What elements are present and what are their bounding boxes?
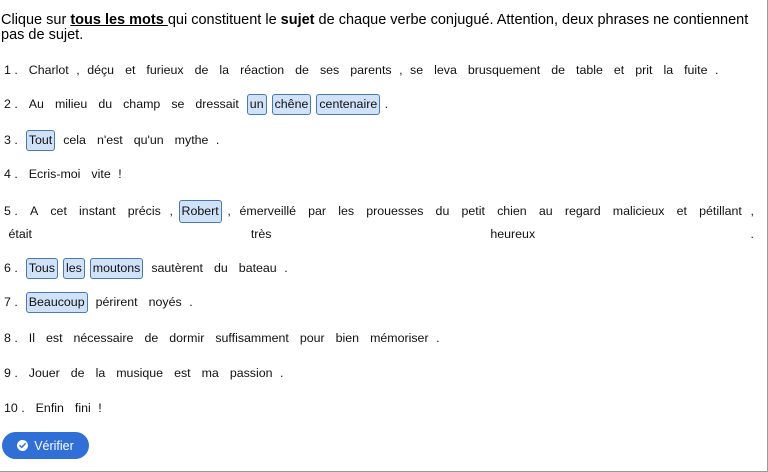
- word-token[interactable]: milieu: [54, 97, 88, 111]
- word-token[interactable]: se: [171, 97, 185, 111]
- word-token[interactable]: malicieux: [612, 204, 665, 218]
- punctuation: .: [715, 63, 719, 77]
- punctuation: !: [98, 401, 102, 415]
- sentence-9: [3, 363, 756, 384]
- word-token[interactable]: mythe: [174, 133, 209, 147]
- sentence-6: [3, 258, 756, 279]
- word-token[interactable]: table: [576, 63, 603, 77]
- punctuation: ,: [76, 63, 80, 77]
- word-token[interactable]: périrent: [95, 295, 138, 309]
- sentence-7: [3, 292, 756, 313]
- word-token[interactable]: très: [250, 227, 272, 241]
- instructions-suffix: de chaque verbe conjugué. Attention, deux phrases ne contiennent pas de sujet.: [1, 12, 749, 43]
- verify-button-label: Vérifier: [34, 438, 74, 453]
- word-token[interactable]: se: [410, 63, 424, 77]
- punctuation: .: [384, 97, 389, 111]
- sentence-10: [3, 398, 756, 419]
- word-token-selected[interactable]: les: [63, 258, 85, 279]
- word-token[interactable]: champ: [123, 97, 161, 111]
- sentence-4: [3, 164, 756, 185]
- word-token[interactable]: heureux: [490, 227, 536, 241]
- word-token[interactable]: de: [194, 63, 209, 77]
- punctuation: .: [284, 261, 288, 275]
- word-token-selected[interactable]: Beaucoup: [26, 292, 88, 313]
- sentence-number: 5 .: [4, 204, 18, 218]
- word-token[interactable]: brusquement: [467, 63, 541, 77]
- word-token[interactable]: A: [29, 204, 39, 218]
- word-token[interactable]: les: [338, 204, 355, 218]
- word-token[interactable]: au: [538, 204, 553, 218]
- word-token[interactable]: ses: [319, 63, 340, 77]
- instructions-emphasis-subject: sujet: [280, 12, 315, 28]
- word-token-selected[interactable]: un: [247, 94, 267, 115]
- word-token[interactable]: du: [214, 261, 228, 275]
- sentence-5: [3, 200, 756, 246]
- word-token[interactable]: et: [613, 63, 625, 77]
- word-token[interactable]: nécessaire: [73, 331, 134, 345]
- sentence-1: [3, 60, 756, 81]
- word-token[interactable]: par: [308, 204, 327, 218]
- sentence-number: 9 .: [4, 366, 18, 380]
- sentence-number: 10 .: [4, 401, 25, 415]
- word-token[interactable]: bateau: [238, 261, 277, 275]
- word-token[interactable]: du: [435, 204, 450, 218]
- punctuation: ,: [169, 204, 173, 218]
- punctuation: .: [215, 133, 220, 147]
- word-token[interactable]: instant: [79, 204, 116, 218]
- word-token-selected[interactable]: centenaire: [316, 94, 380, 115]
- word-token[interactable]: de: [144, 331, 159, 345]
- word-token[interactable]: chien: [497, 204, 527, 218]
- word-token[interactable]: la: [219, 63, 230, 77]
- word-token[interactable]: pétillant: [699, 204, 742, 218]
- word-token[interactable]: regard: [564, 204, 601, 218]
- word-token[interactable]: furieux: [146, 63, 184, 77]
- word-token[interactable]: Jouer: [28, 366, 60, 380]
- word-token[interactable]: et: [676, 204, 687, 218]
- word-token[interactable]: est: [174, 366, 191, 380]
- punctuation: .: [189, 295, 193, 309]
- word-token[interactable]: est: [45, 331, 63, 345]
- word-token[interactable]: la: [95, 366, 106, 380]
- word-token[interactable]: Ecris-moi: [28, 167, 81, 181]
- word-token[interactable]: qu'un: [133, 133, 164, 147]
- punctuation: !: [118, 167, 122, 181]
- word-token-selected[interactable]: Robert: [179, 200, 222, 223]
- word-token[interactable]: précis: [127, 204, 161, 218]
- word-token[interactable]: leva: [434, 63, 457, 77]
- word-token[interactable]: passion: [229, 366, 273, 380]
- sentence-number: 4 .: [4, 167, 18, 181]
- instructions-middle: qui constituent le: [167, 12, 281, 28]
- word-token[interactable]: parents: [350, 63, 392, 77]
- word-token[interactable]: pour: [299, 331, 325, 345]
- word-token[interactable]: bien: [335, 331, 360, 345]
- word-token[interactable]: noyés: [148, 295, 182, 309]
- verify-button[interactable]: [2, 432, 89, 459]
- word-token[interactable]: ma: [201, 366, 219, 380]
- sentence-number: 2 .: [4, 97, 18, 111]
- word-token[interactable]: vite: [91, 167, 111, 181]
- punctuation: ,: [750, 204, 754, 218]
- word-token[interactable]: mémoriser: [370, 331, 429, 345]
- word-token[interactable]: Charlot: [28, 63, 69, 77]
- instructions-prefix: Clique sur: [1, 12, 71, 28]
- word-token[interactable]: dormir: [169, 331, 205, 345]
- instructions-emphasis-words: tous les mots: [70, 12, 168, 28]
- word-token[interactable]: la: [663, 63, 674, 77]
- word-token[interactable]: Il: [28, 331, 35, 345]
- word-token[interactable]: prouesses: [366, 204, 424, 218]
- word-token[interactable]: réaction: [240, 63, 285, 77]
- word-token[interactable]: Enfin: [35, 401, 64, 415]
- sentence-number: 7 .: [4, 295, 18, 309]
- punctuation: .: [750, 227, 754, 241]
- word-token[interactable]: déçu: [87, 63, 115, 77]
- word-token[interactable]: prit: [635, 63, 653, 77]
- sentence-number: 6 .: [4, 261, 18, 275]
- word-token[interactable]: Au: [28, 97, 44, 111]
- word-token[interactable]: cela: [63, 133, 86, 147]
- punctuation: ,: [399, 63, 403, 77]
- word-token-selected[interactable]: Tous: [26, 258, 58, 279]
- word-token[interactable]: de: [295, 63, 309, 77]
- word-token-selected[interactable]: Tout: [26, 130, 55, 151]
- sentence-number: 1 .: [4, 63, 18, 77]
- word-token[interactable]: fuite: [684, 63, 708, 77]
- sentence-8: [3, 328, 756, 349]
- word-token[interactable]: n'est: [96, 133, 123, 147]
- word-token[interactable]: de: [70, 366, 85, 380]
- word-token[interactable]: suffisamment: [215, 331, 289, 345]
- punctuation: .: [436, 331, 440, 345]
- sentence-number: 8 .: [4, 331, 18, 345]
- word-token-selected[interactable]: chêne: [272, 94, 312, 115]
- instructions: [1, 13, 751, 43]
- word-token[interactable]: fini: [74, 401, 91, 415]
- word-token[interactable]: du: [98, 97, 113, 111]
- word-token[interactable]: émerveillé: [239, 204, 296, 218]
- check-circle-icon: [17, 440, 28, 451]
- word-token[interactable]: cet: [50, 204, 67, 218]
- word-token[interactable]: était: [8, 227, 32, 241]
- word-token-selected[interactable]: moutons: [90, 258, 144, 279]
- punctuation: ,: [227, 204, 231, 218]
- word-token[interactable]: sautèrent: [151, 261, 203, 275]
- punctuation: .: [280, 366, 284, 380]
- word-token[interactable]: dressait: [195, 97, 239, 111]
- word-token[interactable]: musique: [116, 366, 164, 380]
- sentence-2: [3, 94, 756, 115]
- word-token[interactable]: petit: [461, 204, 485, 218]
- word-token[interactable]: et: [125, 63, 136, 77]
- word-token[interactable]: de: [551, 63, 565, 77]
- sentence-number: 3 .: [4, 133, 18, 147]
- sentence-3: [3, 130, 756, 151]
